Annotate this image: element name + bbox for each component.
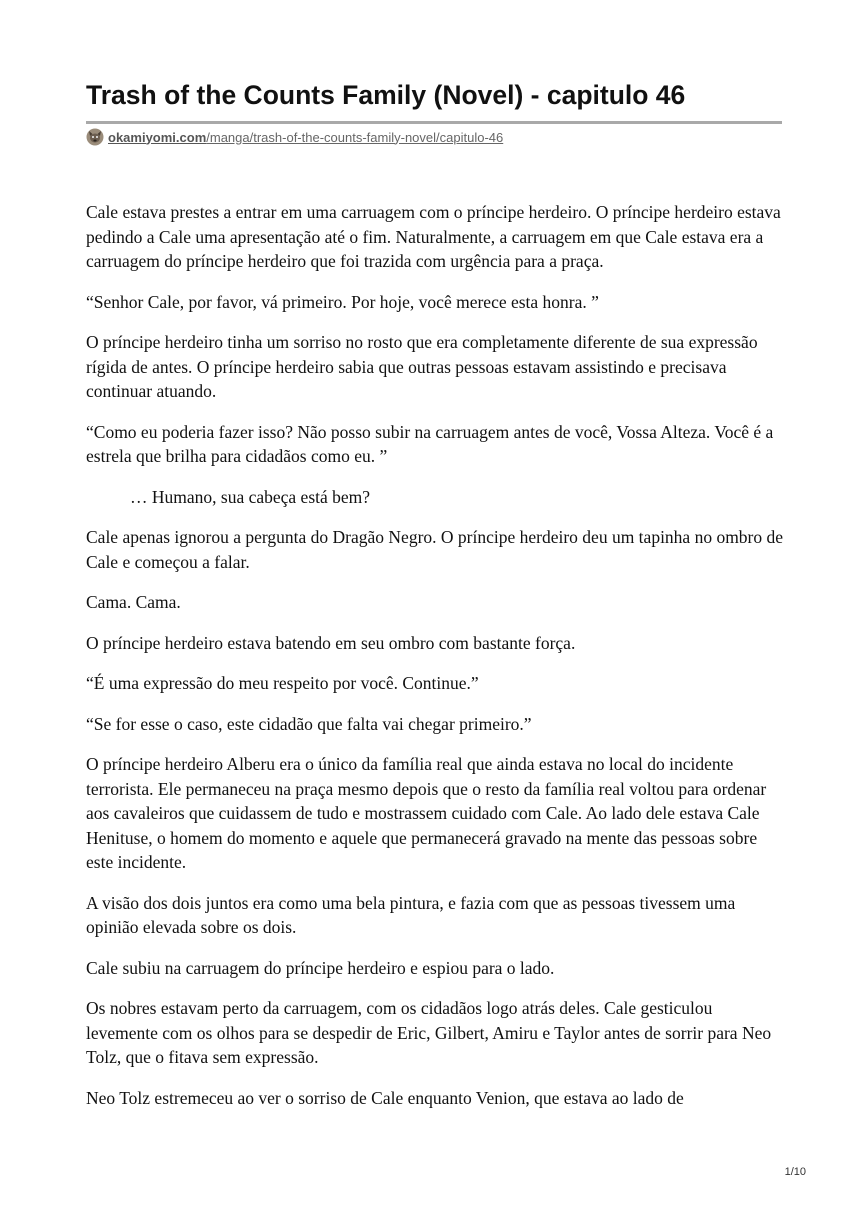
wolf-favicon-icon: [86, 128, 104, 146]
paragraph: “É uma expressão do meu respeito por você. Continue.”: [86, 673, 479, 693]
paragraph: “Se for esse o caso, este cidadão que falta vai chegar primeiro.”: [86, 713, 532, 734]
article-body: [86, 200, 786, 1126]
paragraph-indented: … Humano, sua cabeça está bem?: [130, 486, 371, 507]
paragraph: O príncipe herdeiro tinha um sorriso no rosto que era completamente diferente de sua expressão rígida de antes. O príncipe herdeiro sabia que outras pessoas estavam assistindo e precisava continuar atuando.: [86, 332, 758, 401]
paragraph: A visão dos dois juntos era como uma bela pintura, e fazia com que as pessoas tivessem uma opinião elevada sobre os dois.: [86, 892, 736, 937]
paragraph: Cale estava prestes a entrar em uma carruagem com o príncipe herdeiro. O príncipe herdeiro estava pedindo a Cale uma apresentação até o fim. Naturalmente, a carruagem em que Cale estava era a carruagem do príncipe herdeiro que foi trazida com urgência para a praça.: [86, 202, 781, 271]
source-path[interactable]: /manga/trash-of-the-counts-family-novel/capitulo-46: [206, 129, 504, 145]
page-number: 1/10: [784, 1166, 806, 1178]
paragraph: O príncipe herdeiro estava batendo em seu ombro com bastante força.: [86, 632, 576, 653]
paragraph: Os nobres estavam perto da carruagem, com os cidadãos logo atrás deles. Cale gesticulou levemente com os olhos para se despedir de Eric, Gilbert, Amiru e Taylor antes de sorrir para Neo Tolz, que o fitava sem expressão.: [86, 998, 772, 1067]
paragraph: Cale apenas ignorou a pergunta do Dragão Negro. O príncipe herdeiro deu um tapinha no ombro de Cale e começou a falar.: [86, 527, 784, 572]
source-link[interactable]: [86, 128, 503, 146]
source-domain[interactable]: okamiyomi.com: [108, 129, 207, 145]
paragraph: O príncipe herdeiro Alberu era o único da família real que ainda estava no local do incidente terrorista. Ele permaneceu na praça mesmo depois que o resto da família real voltou para ordenar aos cavaleiros que cuidassem de tudo e mostrassem cuidado com Cale. Ao lado dele estava Cale Henituse, o homem do momento e aquele que permanecerá gravado na mente das pessoas sobre este incidente.: [86, 754, 767, 872]
paragraph: Cama. Cama.: [86, 592, 181, 612]
paragraph: Neo Tolz estremeceu ao ver o sorriso de Cale enquanto Venion, que estava ao lado de: [86, 1087, 684, 1108]
title-divider: [86, 121, 782, 124]
page-title: Trash of the Counts Family (Novel) - capitulo 46: [86, 80, 686, 110]
paragraph: Cale subiu na carruagem do príncipe herdeiro e espiou para o lado.: [86, 957, 555, 978]
paragraph: “Senhor Cale, por favor, vá primeiro. Por hoje, você merece esta honra. ”: [86, 291, 599, 312]
paragraph: “Como eu poderia fazer isso? Não posso subir na carruagem antes de você, Vossa Alteza. Você é a estrela que brilha para cidadãos como eu. ”: [86, 421, 774, 466]
